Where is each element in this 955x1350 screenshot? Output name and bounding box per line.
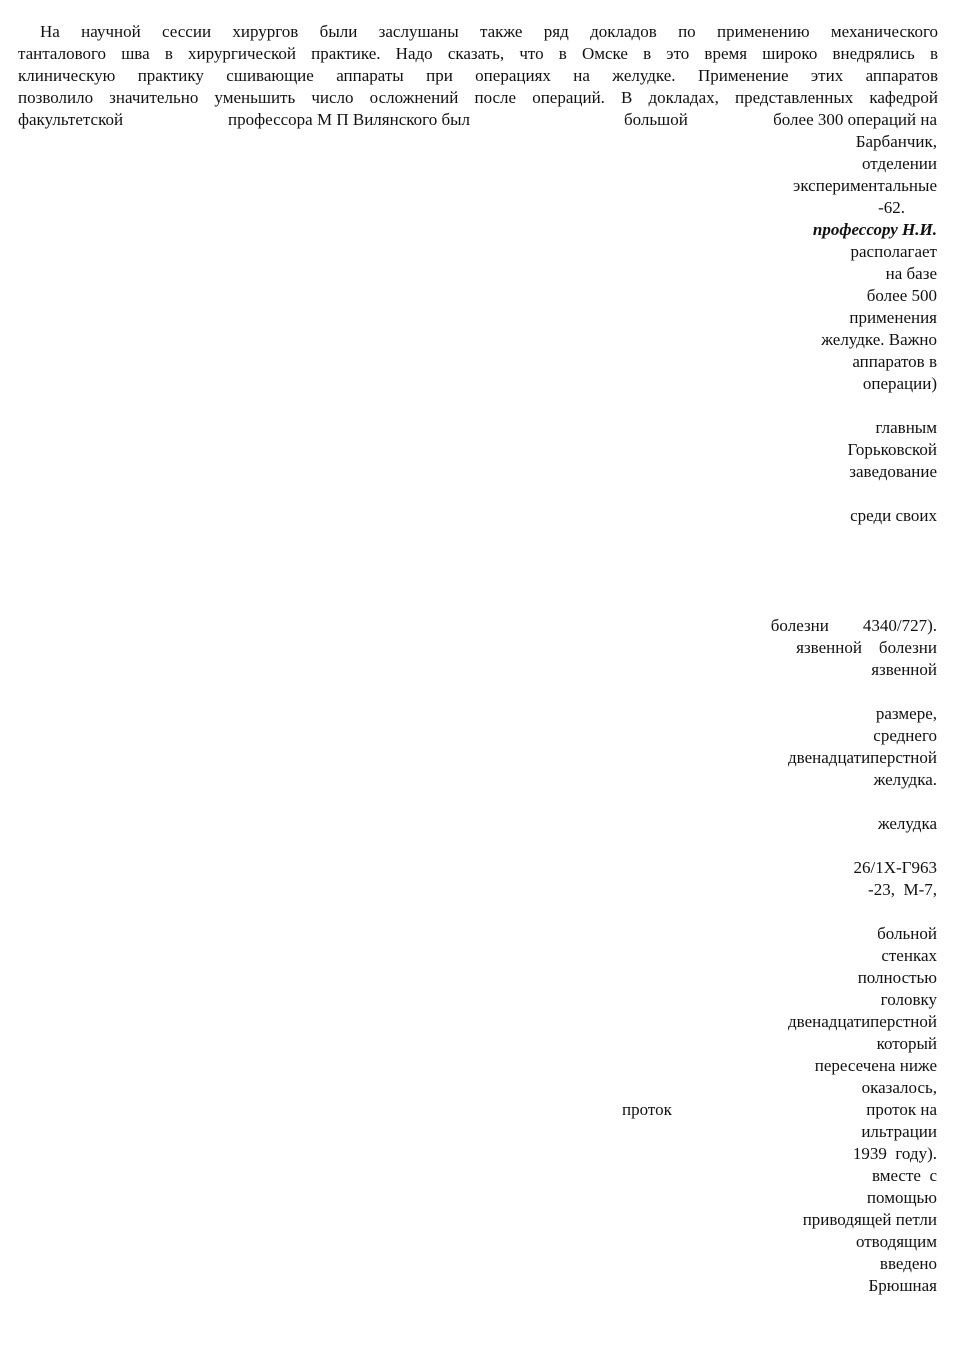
right-fragment: среди своих <box>850 506 937 525</box>
right-fragment: размере, <box>875 704 937 723</box>
paragraph-line-1: На научной сессии хирургов были заслушаны также ряд докладов по применению механического <box>40 22 938 41</box>
right-fragment: желудка <box>877 814 937 833</box>
right-fragment: который <box>876 1034 937 1053</box>
right-fragment-emphasis: профессору Н.И. <box>812 220 937 239</box>
right-fragment: двенадцатиперстной <box>788 1012 937 1031</box>
right-fragment: располагает <box>850 242 937 261</box>
row5-fragment-c: большой <box>624 110 688 129</box>
right-fragment: -23, М-7, <box>868 880 937 899</box>
right-fragment: среднего <box>873 726 937 745</box>
right-fragment: более 500 <box>866 286 937 305</box>
right-fragment: Брюшная <box>868 1276 937 1295</box>
right-fragment: больной <box>877 924 937 943</box>
paragraph-line-3: клиническую практику сшивающие аппараты при операциях на желудке. Применение этих аппаратов <box>18 66 938 85</box>
right-fragment: Барбанчик, <box>855 132 937 151</box>
right-fragment: оказалось, <box>861 1078 937 1097</box>
right-fragment: операции) <box>862 374 937 393</box>
row5-fragment-b: профессора М П Вилянского был <box>228 110 470 129</box>
paragraph-line-2: танталового шва в хирургической практике. Надо сказать, что в Омске в это время широко внедрялись в <box>18 44 938 63</box>
right-fragment: применения <box>849 308 937 327</box>
right-fragment: проток на <box>866 1100 937 1119</box>
stray-fragment: проток <box>622 1100 672 1119</box>
right-fragment: введено <box>879 1254 937 1273</box>
right-fragment: Горьковской <box>847 440 937 459</box>
row5-fragment-a: факультетской <box>18 110 124 129</box>
right-fragment: -62. <box>878 198 905 217</box>
right-fragment: язвенной <box>871 660 937 679</box>
right-fragment: главным <box>875 418 937 437</box>
right-fragment: желудке. Важно <box>821 330 937 349</box>
right-fragment: на базе <box>885 264 937 283</box>
right-fragment: ильтрации <box>861 1122 937 1141</box>
right-fragment: приводящей петли <box>802 1210 937 1229</box>
right-fragment: головку <box>880 990 937 1009</box>
paragraph-line-4: позволило значительно уменьшить число осложнений после операций. В докладах, представленных кафедрой <box>18 88 938 107</box>
right-fragment: аппаратов в <box>852 352 937 371</box>
right-fragment: пересечена ниже <box>814 1056 937 1075</box>
right-fragment: болезни 4340/727). <box>770 616 937 635</box>
right-fragment: 26/1Х-Г963 <box>853 858 937 877</box>
row5-fragment-d: более 300 операций на <box>773 110 937 129</box>
right-fragment: стенках <box>881 946 937 965</box>
right-fragment: экспериментальные <box>793 176 937 195</box>
right-fragment: полностью <box>857 968 937 987</box>
right-fragment: отделении <box>862 154 937 173</box>
right-fragment: 1939 году). <box>852 1144 937 1163</box>
right-fragment: помощью <box>866 1188 937 1207</box>
right-fragment: заведование <box>849 462 937 481</box>
right-fragment: язвенной болезни <box>796 638 937 657</box>
right-fragment: вместе с <box>871 1166 937 1185</box>
right-fragment: желудка. <box>873 770 937 789</box>
right-fragment: двенадцатиперстной <box>788 748 937 767</box>
right-fragment: отводящим <box>855 1232 937 1251</box>
